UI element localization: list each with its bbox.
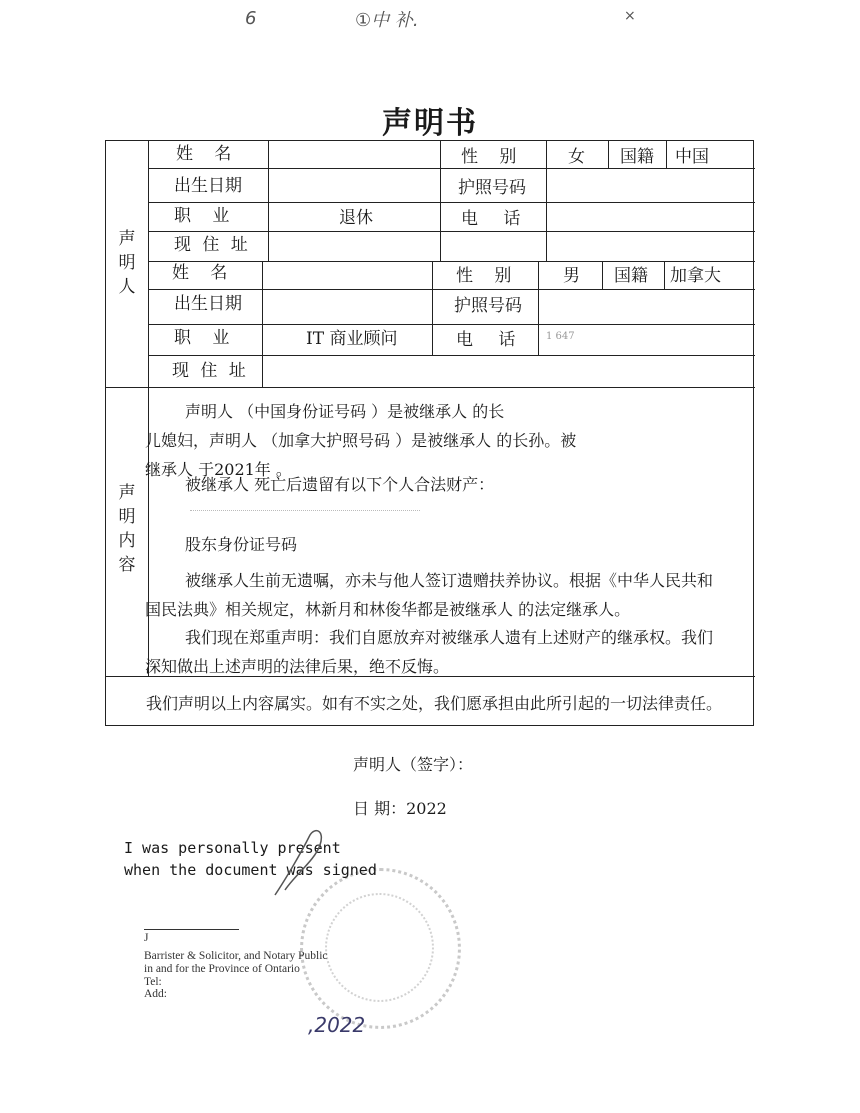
content-p1-line3: 继承人 于2021年 。 <box>145 460 292 479</box>
p2-phone-partial: 1 647 <box>546 331 575 342</box>
p2-nationality-label: 国籍 <box>614 266 648 286</box>
notary-seal-inner <box>325 893 434 1002</box>
notary-line-2: when the document was signed <box>124 861 377 879</box>
content-p4-line2: 国民法典》相关规定，林新月和林俊华都是被继承人 的法定继承人。 <box>145 600 631 619</box>
p1-nationality: 中国 <box>675 147 709 167</box>
p1-address-label: 现 住 址 <box>174 235 251 255</box>
content-paragraph-3: 股东身份证号码 <box>185 535 298 554</box>
content-paragraph-5 <box>145 623 750 681</box>
footer-statement: 我们声明以上内容属实。如有不实之处，我们愿承担由此所引起的一切法律责任。 <box>146 694 723 713</box>
p1-occupation: 退休 <box>339 208 373 228</box>
date-label: 日 期：2022 <box>353 799 447 818</box>
handwritten-note-right: × <box>624 8 636 24</box>
notary-tel: Tel: <box>144 976 162 988</box>
p1-passport-label: 护照号码 <box>458 178 526 198</box>
content-paragraph-4 <box>145 566 750 624</box>
notary-title: Barrister & Solicitor, and Notary Public <box>144 950 328 962</box>
p2-gender-label: 性 别 <box>456 266 520 286</box>
document-title: 声明书 <box>382 106 478 141</box>
handwritten-note-middle: ①中 补. <box>355 10 419 31</box>
p1-occupation-label: 职 业 <box>174 206 238 226</box>
content-header: 声明内容 <box>118 483 136 575</box>
p2-phone-label: 电 话 <box>456 330 526 350</box>
p2-dob-label: 出生日期 <box>174 294 242 314</box>
p2-occupation: IT 商业顾问 <box>306 329 398 349</box>
handwritten-note-left: 6 <box>245 8 257 29</box>
signature-label: 声明人（签字）： <box>353 755 474 774</box>
handwritten-date: ,2022 <box>308 1013 366 1037</box>
content-p1-line1: 声明人 （中国身份证号码 ）是被继承人 的长 <box>185 402 505 421</box>
p2-nationality: 加拿大 <box>670 266 721 286</box>
p1-name-label: 姓 名 <box>176 144 240 164</box>
content-p4-line1: 被继承人生前无遗嘱，亦未与他人签订遗赠扶养协议。根据《中华人民共和 <box>185 571 714 590</box>
notary-signature-line <box>144 929 239 930</box>
content-p5-line1: 我们现在郑重声明：我们自愿放弃对被继承人遗有上述财产的继承权。我们 <box>185 628 714 647</box>
notary-signature <box>255 825 335 900</box>
content-paragraph-2: 被继承人 死亡后遗留有以下个人合法财产： <box>185 475 495 494</box>
p1-phone-label: 电 话 <box>461 209 531 229</box>
p1-dob-label: 出生日期 <box>174 176 242 196</box>
p1-gender: 女 <box>568 147 585 167</box>
content-p1-line2: 儿媳妇，声明人 （加拿大护照号码 ）是被继承人 的长孙。被 <box>145 431 577 450</box>
notary-jurisdiction: in and for the Province of Ontario <box>144 963 300 975</box>
notary-address: Add: <box>144 988 167 1000</box>
p1-nationality-label: 国籍 <box>620 147 654 167</box>
p2-gender: 男 <box>563 266 580 286</box>
notary-line-1: I was personally present <box>124 839 341 857</box>
redacted-line <box>190 510 420 513</box>
content-p5-line2: 深知做出上述声明的法律后果，绝不反悔。 <box>145 657 450 676</box>
p2-passport-label: 护照号码 <box>454 296 522 316</box>
p2-name-label: 姓 名 <box>172 263 236 283</box>
p2-address-label: 现 住 址 <box>172 361 249 381</box>
notary-initial: J <box>144 932 149 944</box>
p1-gender-label: 性 别 <box>461 147 525 167</box>
p2-occupation-label: 职 业 <box>174 328 238 348</box>
declarant-header: 声明人 <box>118 229 136 297</box>
